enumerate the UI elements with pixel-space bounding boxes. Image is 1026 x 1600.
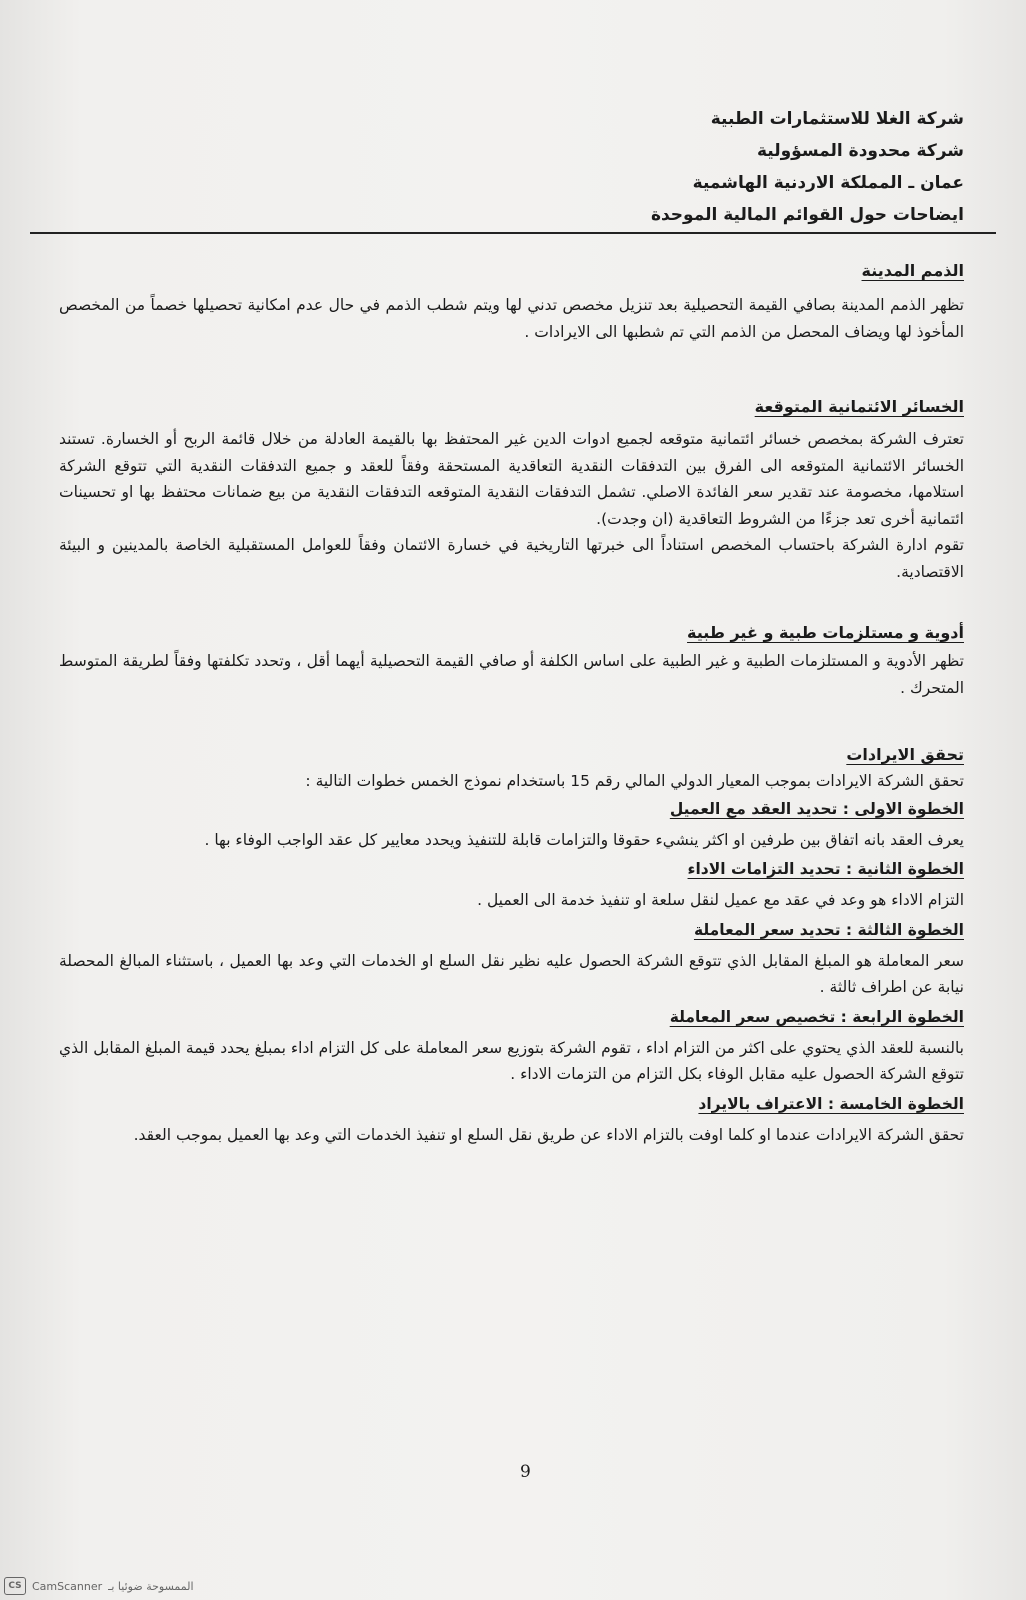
company-type: شركة محدودة المسؤولية [756, 141, 964, 161]
step-heading: الخطوة الثالثة : تحديد سعر المعاملة [693, 920, 964, 939]
scanned-with-text: الممسوحة ضوئيا بـ [108, 1579, 194, 1593]
section-intro: تحقق الشركة الايرادات بموجب المعيار الدولي المالي رقم 15 باستخدام نموذج الخمس خطوات التالية : [305, 772, 964, 790]
section-body: تقوم ادارة الشركة باحتساب المخصص استناداً الى خبرتها التاريخية في خسارة الائتمان وفقاً للعوامل المستقبلية الخاصة بالمدينين و البيئة الاقتصادية. [59, 536, 964, 581]
section-body: تظهر الأدوية و المستلزمات الطبية و غير الطبية على اساس الكلفة أو صافي القيمة التحصيلية أيهما أقل ، وتحدد تكلفتها وفقاً لطريقة المتوسط المتحرك . [59, 652, 964, 697]
step-body: التزام الاداء هو وعد في عقد مع عميل لنقل سلعة او تنفيذ خدمة الى العميل . [477, 891, 964, 909]
step-body: سعر المعاملة هو المبلغ المقابل الذي تتوقع الشركة الحصول عليه نظير نقل السلع او الخدمات التي وعد بها العميل ، باستثناء المبالغ المحصلة نيابة عن اطراف ثالثة . [59, 951, 964, 996]
step-heading: الخطوة الرابعة : تخصيص سعر المعاملة [669, 1007, 964, 1026]
camscanner-logo-icon: CS [4, 1577, 26, 1595]
company-name: شركة الغلا للاستثمارات الطبية [710, 109, 964, 129]
page-number: 9 [520, 1462, 531, 1482]
section-receivables [59, 258, 964, 345]
company-location: عمان ـ المملكة الاردنية الهاشمية [692, 173, 964, 193]
section-heading: الذمم المدينة [861, 261, 964, 280]
document-header [364, 103, 964, 231]
section-credit-losses [59, 394, 964, 585]
section-heading: الخسائر الائتمانية المتوقعة [754, 397, 964, 416]
section-revenue [59, 742, 964, 1150]
document-subtitle: ايضاحات حول القوائم المالية الموحدة [650, 205, 964, 225]
step-heading: الخطوة الخامسة : الاعتراف بالايراد [698, 1094, 964, 1113]
step-body: بالنسبة للعقد الذي يحتوي على اكثر من التزام اداء ، تقوم الشركة بتوزيع سعر المعاملة على كل التزام اداء بمبلغ يحدد قيمة المبلغ المقابل الذي تتوقع الشركة الحصول عليه مقابل الوفاء بكل التزام من التزمات الاداء . [59, 1038, 964, 1083]
section-medicines [59, 620, 964, 701]
section-body: تظهر الذمم المدينة بصافي القيمة التحصيلية بعد تنزيل مخصص تدني لها ويتم شطب الذمم في حال عدم امكانية تحصيلها خصماً من المخصص المأخوذ لها ويضاف المحصل من الذمم التي تم شطبها الى الايرادات . [59, 296, 964, 341]
header-divider [30, 232, 996, 234]
step-heading: الخطوة الاولى : تحديد العقد مع العميل [669, 799, 964, 818]
step-heading: الخطوة الثانية : تحديد التزامات الاداء [687, 860, 964, 878]
step-body: تحقق الشركة الايرادات عندما او كلما اوفت بالتزام الاداء عن طريق نقل السلع او تنفيذ الخدمات التي وعد بها العميل بموجب العقد. [133, 1125, 964, 1144]
scanner-app-name: CamScanner [32, 1579, 103, 1593]
section-heading: تحقق الايرادات [846, 745, 964, 764]
scanner-watermark [4, 1576, 194, 1596]
section-body: تعترف الشركة بمخصص خسائر ائتمانية متوقعه لجميع ادوات الدين غير المحتفظ بها بالقيمة العادلة من خلال قائمة الربح أو الخسارة. تستند الخسائر الائتمانية المتوقعه الى الفرق بين التدفقات النقدية التعاقدية المستحقة وفقاً للعقد و جميع التدفقات النقدية التي تتوقع الشركة استلامها، مخصومة عند تقدير سعر الفائدة الاصلي. تشمل التدفقات النقدية المتوقعه التدفقات النقدية من بيع ضمانات محتفظ بها او تحسينات ائتمانية أخرى تعد جزءًا من الشروط التعاقدية (ان وجدت). [59, 430, 964, 528]
step-body: يعرف العقد بانه اتفاق بين طرفين او اكثر ينشيء حقوقا والتزامات قابلة للتنفيذ ويحدد معايير كل عقد الواجب الوفاء بها . [204, 830, 964, 849]
section-heading: أدوية و مستلزمات طبية و غير طبية [687, 623, 964, 642]
